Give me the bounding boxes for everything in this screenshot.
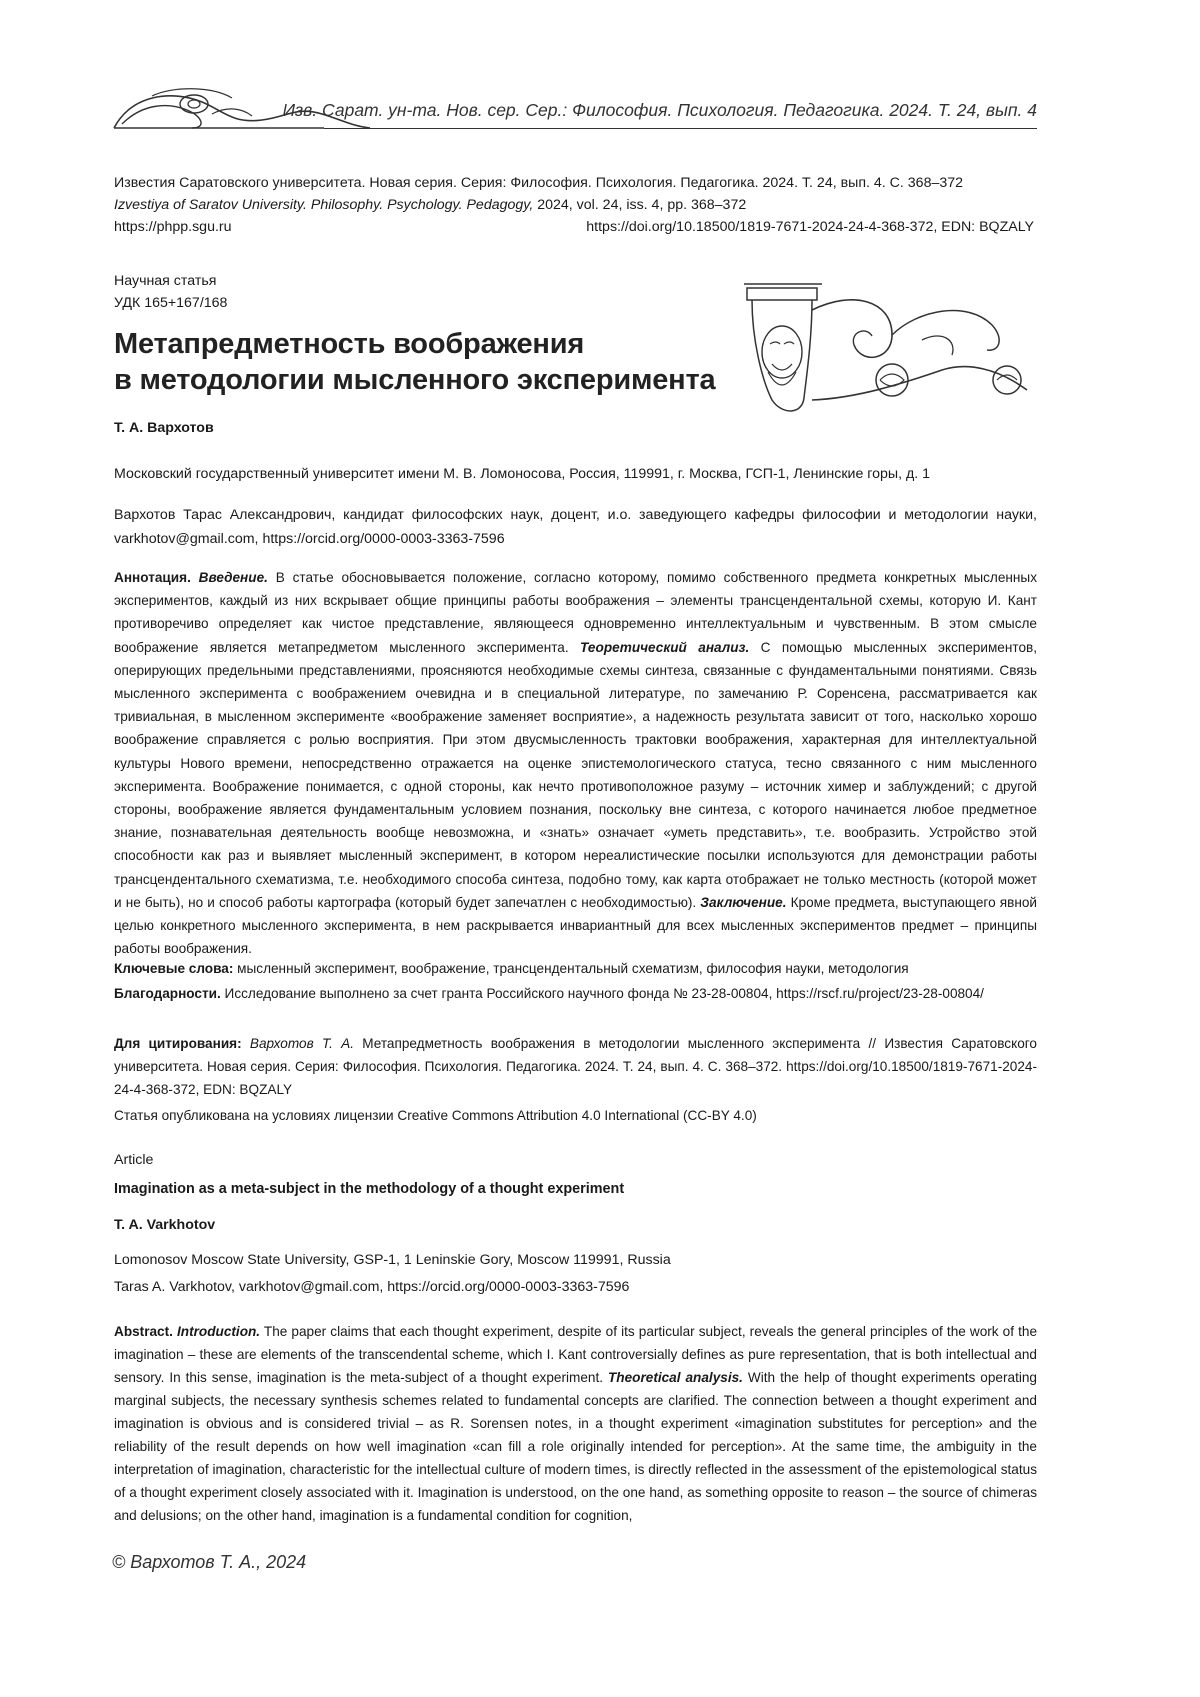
- doi-link[interactable]: https://doi.org/10.18500/1819-7671-2024-24-4-368-372, EDN: BQZALY: [586, 216, 1034, 238]
- bibliographic-block: [114, 172, 1034, 238]
- license-note: Статья опубликована на условиях лицензии Creative Commons Attribution 4.0 International (CC-BY 4.0): [114, 1108, 757, 1123]
- author-name-ru: Т. А. Вархотов: [114, 420, 214, 436]
- analysis-label-en: Theoretical analysis.: [608, 1370, 743, 1385]
- cite-label: Для цитирования:: [114, 1036, 242, 1051]
- header-rule: [324, 128, 1037, 129]
- journal-name-en: Izvestiya of Saratov University. Philosophy. Psychology. Pedagogy,: [114, 197, 533, 213]
- citation-ru-line: Известия Саратовского университета. Новая серия. Серия: Философия. Психология. Педагогика. 2024. Т. 24, вып. 4. С. 368–372: [114, 172, 1034, 194]
- running-title: Изв. Сарат. ун-та. Нов. сер. Сер.: Философия. Психология. Педагогика. 2024. Т. 24, вып. 4: [283, 100, 1037, 121]
- acknowledgments: Благодарности. Исследование выполнено за счет гранта Российского научного фонда № 23-28-00804, https://rscf.ru/project/23-28-00804/: [114, 982, 1037, 1005]
- acknowledgments-label: Благодарности.: [114, 986, 221, 1001]
- copyright-notice: © Вархотов Т. А., 2024: [112, 1552, 306, 1573]
- author-name-en: T. A. Varkhotov: [114, 1217, 215, 1233]
- intro-text-ru: В статье обосновывается положение, согласно которому, помимо собственного предмета конкретных мысленных экспериментов, каждый из них вскрывает общие принципы работы воображения – элементы трансцендентальной схемы, которую И. Кант противоречиво определяет как чистое представление, являющееся одновременно интеллектуальным и чувственным. В этом смысле воображение является метапредметом мысленного эксперимента.: [114, 570, 1037, 655]
- journal-site-link[interactable]: https://phpp.sgu.ru: [114, 216, 232, 238]
- affiliation-en: Lomonosov Moscow State University, GSP-1, 1 Leninskie Gory, Moscow 119991, Russia: [114, 1252, 671, 1268]
- citation-en-line: Izvestiya of Saratov University. Philosophy. Psychology. Pedagogy, 2024, vol. 24, iss. 4, pp. 368–372: [114, 194, 1034, 216]
- abstract-ru: [114, 566, 1037, 960]
- affiliation-ru: Московский государственный университет имени М. В. Ломоносова, Россия, 119991, г. Москва, ГСП-1, Ленинские горы, д. 1: [114, 466, 930, 482]
- analysis-text-ru: С помощью мысленных экспериментов, оперирующих предельными представлениями, проясняются необходимые схемы синтеза, связанные с фундаментальными понятиями. Связь мысленного эксперимента с воображением очевидна и в специальной литературе, по замечанию Р. Соренсена, рассматривается как тривиальная, в мысленном эксперименте «воображение заменяет восприятие», а надежность результата зависит от того, насколько хорошо воображение справляется с ролью восприятия. При этом двусмысленность трактовки воображения, характерная для интеллектуальной культуры Нового времени, непосредственно отражается на оценке эпистемологического статуса, тесно связанного с ним мысленного эксперимента. Воображение понимается, с одной стороны, как нечто противоположное разуму – источник химер и заблуждений; с другой стороны, воображение является фундаментальным условием познания, поскольку вне синтеза, с которого начинается любое предметное знание, познавательная деятельность вообще невозможна, и «знать» означает «уметь представить», т.е. вообразить. Устройство этой способности как раз и выявляет мысленный эксперимент, в котором нереалистические посылки используются для демонстрации работы трансцендентального схематизма, т.е. необходимого способа синтеза, подобно тому, как карта отображает не только местность (которой может и не быть), но и способ работы картографа (который будет запечатлен с необходимостью).: [114, 640, 1037, 910]
- analysis-text-en: With the help of thought experiments operating marginal subjects, the necessary synthesis schemes related to fundamental concepts are clarified. The connection between a thought experiment and imagination is obvious and is considered trivial – as R. Sorensen notes, in a thought experiment «imagination substitutes for perception» and the reliability of the result depends on how well imagination «can fill a role originally intended for perception». At the same time, the ambiguity in the interpretation of imagination, characteristic for the intellectual culture of modern times, is directly reflected in the assessment of the epistemological status of a thought experiment closely associated with it. Imagination is understood, on the one hand, as something opposite to reason – the source of chimeras and delusions; on the other hand, imagination is a fundamental condition for cognition,: [114, 1370, 1037, 1523]
- keywords-ru: Ключевые слова: мысленный эксперимент, воображение, трансцендентальный схематизм, философия науки, методология: [114, 958, 1037, 980]
- running-header: [112, 84, 1037, 134]
- article-title-ru: Метапредметность воображения в методологии мысленного эксперимента: [114, 326, 715, 398]
- page: [0, 0, 1200, 1697]
- keywords-label: Ключевые слова:: [114, 961, 233, 976]
- cite-author: Вархотов Т. А.: [242, 1036, 354, 1051]
- abstract-label-en: Abstract.: [114, 1324, 173, 1339]
- author-info-en: Taras A. Varkhotov, varkhotov@gmail.com, https://orcid.org/0000-0003-3363-7596: [114, 1279, 629, 1295]
- corbel-ornament-icon: [742, 280, 1037, 420]
- abstract-label-ru: Аннотация.: [114, 570, 191, 585]
- intro-label-ru: Введение.: [199, 570, 268, 585]
- udc-code: УДК 165+167/168: [114, 292, 227, 314]
- analysis-label-ru: Теоретический анализ.: [580, 640, 749, 655]
- article-title-en: Imagination as a meta-subject in the methodology of a thought experiment: [114, 1181, 624, 1197]
- intro-label-en: Introduction.: [177, 1324, 260, 1339]
- author-info-ru: Вархотов Тарас Александрович, кандидат философских наук, доцент, и.о. заведующего кафедры философии и методологии науки, varkhotov@gmail.com, https://orcid.org/0000-0003-3363-7596: [114, 503, 1037, 551]
- intro-text-en: The paper claims that each thought experiment, despite of its particular subject, reveals the general principles of the work of the imagination – these are elements of the transcendental scheme, which I. Kant controversially defines as pure representation, that is both intellectual and sensory. In this sense, imagination is the meta-subject of a thought experiment.: [114, 1324, 1037, 1385]
- links-line: [114, 216, 1034, 238]
- conclusion-label-ru: Заключение.: [700, 895, 786, 910]
- conclusion-text-ru: Кроме предмета, выступающего явной целью конкретного мысленного эксперимента, в нем раскрывается инвариантный для всех мысленных экспериментов предмет – принципы работы воображения.: [114, 895, 1037, 956]
- article-type-en: Article: [114, 1152, 153, 1168]
- abstract-en: [114, 1320, 1037, 1527]
- article-category: [114, 270, 227, 314]
- how-to-cite: Для цитирования: Вархотов Т. А. Метапредметность воображения в методологии мысленного эксперимента // Известия Саратовского университета. Новая серия. Серия: Философия. Психология. Педагогика. 2024. Т. 24, вып. 4. С. 368–372. https://doi.org/10.18500/1819-7671-2024-24-4-368-372, EDN: BQZALY: [114, 1032, 1037, 1101]
- article-type-ru: Научная статья: [114, 270, 227, 292]
